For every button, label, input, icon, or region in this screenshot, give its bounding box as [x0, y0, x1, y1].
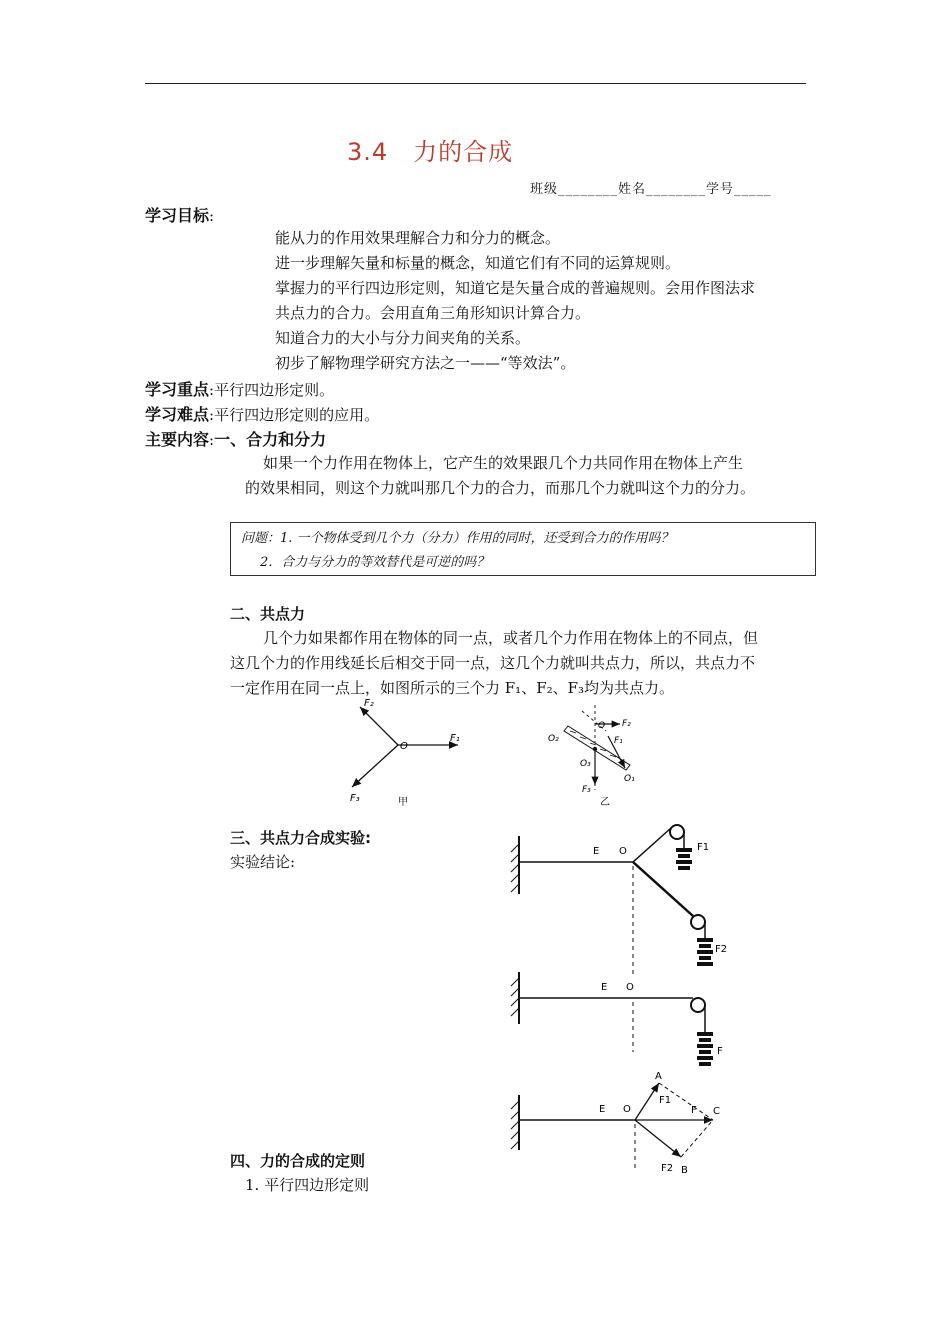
force-f1-label: F₁ [450, 733, 460, 744]
section1-title: 一、合力和分力 [214, 430, 327, 449]
point-o3 [593, 747, 597, 751]
point-e-label: E [601, 982, 608, 993]
weight [697, 938, 713, 942]
objectives-colon: : [209, 207, 215, 225]
force-f1-arrow [635, 1083, 659, 1120]
parallelogram-side [681, 1120, 713, 1157]
experiment-figure-parallelogram [505, 1065, 745, 1180]
point-o-label: O [598, 721, 606, 731]
string [633, 828, 671, 862]
force-f1-label: F₁ [614, 736, 623, 746]
content-row [145, 427, 326, 450]
point-o2-label: O₂ [548, 734, 559, 744]
point-e-label: E [599, 1104, 606, 1115]
force-f-label: F [717, 1046, 723, 1057]
point-a-label: A [655, 1071, 662, 1082]
force-f2-label: F₂ [622, 719, 631, 729]
force-f1-label: F1 [659, 1095, 672, 1106]
point-o1-label: O₁ [624, 774, 635, 784]
page-title: 3.4 力的合成 [347, 138, 514, 166]
point-b-label: B [681, 1165, 688, 1176]
force-f3-label: F₃ [350, 793, 360, 804]
focus-text: :平行四边形定则。 [209, 381, 335, 399]
point-o-label: O [623, 1104, 631, 1115]
figure-concurrent-forces-yi [540, 695, 650, 810]
section2-line: 一定作用在同一点上，如图所示的三个力 F₁、F₂、F₃均为共点力。 [230, 679, 675, 697]
section4-item-1: 1. 平行四边形定则 [245, 1176, 370, 1194]
point-o-label: O [400, 741, 408, 752]
difficulty-label: 学习难点 [145, 405, 210, 424]
experiment-figure-two-forces [505, 818, 745, 978]
figure-concurrent-forces-jia [330, 695, 480, 810]
weight [676, 848, 692, 852]
difficulty-text: :平行四边形定则的应用。 [209, 406, 380, 424]
force-f3-arrow [352, 745, 398, 787]
point-o-label: O [626, 982, 634, 993]
section3-title: 三、共点力合成实验: [230, 829, 371, 847]
question-1: 问题：1. 一个物体受到几个力（分力）作用的同时，还受到合力的作用吗？ [241, 531, 674, 546]
section3-conclusion: 实验结论: [230, 853, 296, 871]
objectives-heading [145, 203, 214, 226]
section2-title: 二、共点力 [230, 605, 306, 623]
focus-row [145, 377, 334, 400]
section2-line: 这几个力的作用线延长后相交于同一点，这几个力就叫共点力，所以，共点力不 [230, 654, 756, 672]
section2-line: 几个力如果都作用在物体的同一点，或者几个力作用在物体上的不同点，但 [263, 629, 759, 647]
point-o-label: O [619, 846, 627, 857]
objectives-label: 学习目标 [145, 206, 210, 225]
section1-paragraph-line: 的效果相同，则这个力就叫那几个力的合力，而那几个力就叫这个力的分力。 [245, 479, 756, 497]
section1-paragraph-line: 如果一个力作用在物体上，它产生的效果跟几个力共同作用在物体上产生 [263, 454, 744, 472]
figure-caption: 甲 [398, 797, 408, 808]
force-f-label: F [691, 1105, 697, 1116]
pulley [691, 998, 705, 1012]
objective-item: 进一步理解矢量和标量的概念，知道它们有不同的运算规则。 [275, 254, 681, 272]
weight [697, 1032, 713, 1036]
header-rule [145, 83, 806, 84]
objective-item: 掌握力的平行四边形定则，知道它是矢量合成的普遍规则。会用作图法求 [275, 279, 756, 297]
section4-title: 四、力的合成的定则 [230, 1152, 366, 1170]
question-2: 2．合力与分力的等效替代是可逆的吗？ [260, 555, 490, 570]
figure-caption: 乙 [600, 797, 610, 808]
content-label: 主要内容 [145, 430, 210, 449]
content-sep: : [209, 431, 215, 449]
student-info-line: 班级________姓名________学号_____ [530, 182, 772, 197]
pulley [670, 825, 684, 839]
force-f2-arrow [635, 1120, 681, 1157]
force-f3-label: F₃ [582, 785, 591, 795]
point-o3-label: O₃ [580, 759, 591, 769]
force-f2-label: F2 [661, 1163, 674, 1174]
force-f2-label: F₂ [364, 698, 374, 709]
focus-label: 学习重点 [145, 380, 210, 399]
force-f2-arrow [360, 707, 398, 745]
pulley [691, 915, 705, 929]
point-c-label: C [713, 1106, 720, 1117]
point-e-label: E [593, 846, 600, 857]
force-f1-label: F1 [697, 842, 710, 853]
string [633, 862, 693, 916]
experiment-figure-one-force [505, 968, 745, 1078]
objective-item: 初步了解物理学研究方法之一——“等效法”。 [275, 354, 576, 372]
difficulty-row [145, 402, 379, 425]
objective-item: 共点力的合力。会用直角三角形知识计算合力。 [275, 304, 591, 322]
objective-item: 能从力的作用效果理解合力和分力的概念。 [275, 229, 561, 247]
force-f2-label: F2 [715, 944, 728, 955]
objective-item: 知道合力的大小与分力间夹角的关系。 [275, 329, 531, 347]
